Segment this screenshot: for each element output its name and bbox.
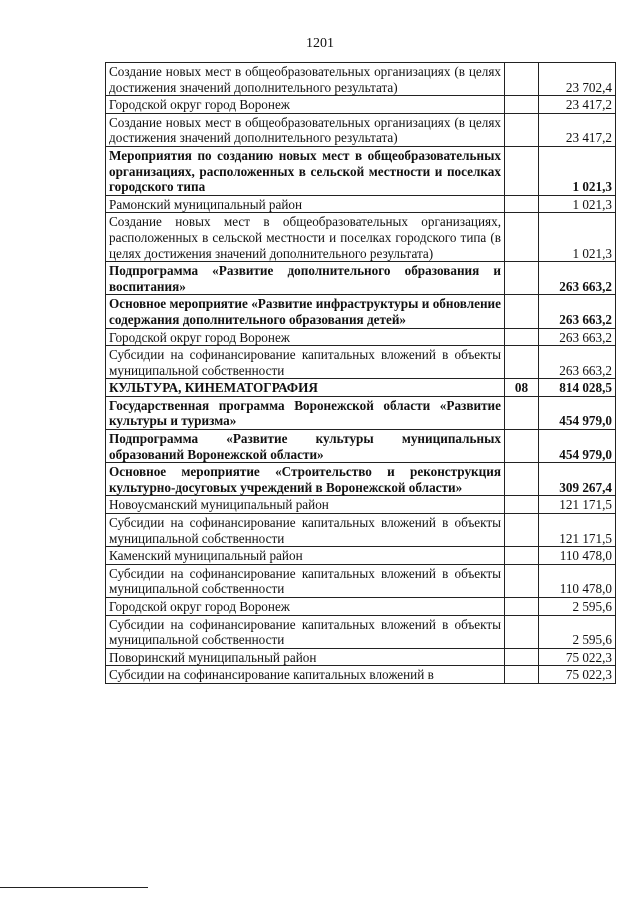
row-section-code-cell	[505, 564, 539, 597]
row-amount-cell: 454 979,0	[539, 430, 616, 463]
row-amount-cell: 814 028,5	[539, 379, 616, 397]
row-amount-cell: 121 171,5	[539, 496, 616, 514]
row-name-cell: Новоусманский муниципальный район	[106, 496, 505, 514]
row-name-cell: Каменский муниципальный район	[106, 547, 505, 565]
table-row	[106, 564, 616, 597]
table-row	[106, 195, 616, 213]
budget-table-body	[106, 63, 616, 684]
row-amount-cell: 454 979,0	[539, 396, 616, 429]
row-name-cell: Субсидии на софинансирование капитальных вложений в	[106, 666, 505, 684]
row-name-cell: Основное мероприятие «Строительство и реконструкция культурно-досуговых учреждений в Воронежской области»	[106, 463, 505, 496]
table-row	[106, 328, 616, 346]
footnote-rule	[0, 887, 148, 888]
row-amount-cell: 1 021,3	[539, 146, 616, 195]
table-row	[106, 262, 616, 295]
row-amount-cell: 263 663,2	[539, 262, 616, 295]
row-name-cell: Городской округ город Воронеж	[106, 598, 505, 616]
row-amount-cell: 121 171,5	[539, 514, 616, 547]
table-row	[106, 396, 616, 429]
row-name-cell: Создание новых мест в общеобразовательных организациях (в целях достижения значений дополнительного результата)	[106, 63, 505, 96]
table-row	[106, 96, 616, 114]
budget-table	[105, 62, 616, 684]
row-name-cell: Субсидии на софинансирование капитальных вложений в объекты муниципальной собственности	[106, 564, 505, 597]
row-section-code-cell	[505, 262, 539, 295]
table-row	[106, 295, 616, 328]
table-row	[106, 547, 616, 565]
table-row	[106, 463, 616, 496]
page-number: 1201	[306, 36, 334, 51]
row-amount-cell: 1 021,3	[539, 195, 616, 213]
row-amount-cell: 263 663,2	[539, 295, 616, 328]
row-section-code-cell	[505, 295, 539, 328]
row-amount-cell: 75 022,3	[539, 666, 616, 684]
row-name-cell: Городской округ город Воронеж	[106, 96, 505, 114]
row-name-cell: Подпрограмма «Развитие культуры муниципальных образований Воронежской области»	[106, 430, 505, 463]
row-section-code-cell	[505, 195, 539, 213]
row-section-code-cell	[505, 598, 539, 616]
table-row	[106, 615, 616, 648]
row-name-cell: Создание новых мест в общеобразовательных организациях, расположенных в сельской местности и поселках городского типа (в целях достижения значений дополнительного результата)	[106, 213, 505, 262]
table-row	[106, 346, 616, 379]
row-name-cell: Городской округ город Воронеж	[106, 328, 505, 346]
row-name-cell: Поворинский муниципальный район	[106, 648, 505, 666]
row-section-code-cell	[505, 496, 539, 514]
row-section-code-cell	[505, 615, 539, 648]
row-amount-cell: 75 022,3	[539, 648, 616, 666]
row-section-code-cell	[505, 463, 539, 496]
row-name-cell: Подпрограмма «Развитие дополнительного образования и воспитания»	[106, 262, 505, 295]
row-amount-cell: 23 417,2	[539, 113, 616, 146]
table-row	[106, 379, 616, 397]
row-amount-cell: 110 478,0	[539, 547, 616, 565]
row-section-code-cell	[505, 430, 539, 463]
table-row	[106, 430, 616, 463]
table-row	[106, 213, 616, 262]
row-section-code-cell	[505, 146, 539, 195]
row-amount-cell: 263 663,2	[539, 346, 616, 379]
row-section-code-cell: 08	[505, 379, 539, 397]
row-section-code-cell	[505, 547, 539, 565]
row-amount-cell: 263 663,2	[539, 328, 616, 346]
row-name-cell: Рамонский муниципальный район	[106, 195, 505, 213]
row-section-code-cell	[505, 113, 539, 146]
table-row	[106, 598, 616, 616]
row-section-code-cell	[505, 396, 539, 429]
table-row	[106, 666, 616, 684]
row-amount-cell: 23 417,2	[539, 96, 616, 114]
table-row	[106, 113, 616, 146]
row-name-cell: КУЛЬТУРА, КИНЕМАТОГРАФИЯ	[106, 379, 505, 397]
table-row	[106, 496, 616, 514]
row-name-cell: Субсидии на софинансирование капитальных вложений в объекты муниципальной собственности	[106, 514, 505, 547]
row-amount-cell: 110 478,0	[539, 564, 616, 597]
row-section-code-cell	[505, 63, 539, 96]
table-row	[106, 514, 616, 547]
table-row	[106, 648, 616, 666]
row-amount-cell: 2 595,6	[539, 598, 616, 616]
row-section-code-cell	[505, 96, 539, 114]
row-section-code-cell	[505, 346, 539, 379]
row-name-cell: Основное мероприятие «Развитие инфраструктуры и обновление содержания дополнительного образования детей»	[106, 295, 505, 328]
row-name-cell: Субсидии на софинансирование капитальных вложений в объекты муниципальной собственности	[106, 346, 505, 379]
row-amount-cell: 309 267,4	[539, 463, 616, 496]
row-section-code-cell	[505, 213, 539, 262]
row-section-code-cell	[505, 648, 539, 666]
row-name-cell: Субсидии на софинансирование капитальных вложений в объекты муниципальной собственности	[106, 615, 505, 648]
row-section-code-cell	[505, 514, 539, 547]
table-row	[106, 146, 616, 195]
row-name-cell: Мероприятия по созданию новых мест в общеобразовательных организациях, расположенных в сельской местности и поселках городского типа	[106, 146, 505, 195]
row-amount-cell: 1 021,3	[539, 213, 616, 262]
row-amount-cell: 23 702,4	[539, 63, 616, 96]
row-name-cell: Государственная программа Воронежской области «Развитие культуры и туризма»	[106, 396, 505, 429]
row-section-code-cell	[505, 666, 539, 684]
row-name-cell: Создание новых мест в общеобразовательных организациях (в целях достижения значений дополнительного результата)	[106, 113, 505, 146]
table-row	[106, 63, 616, 96]
row-section-code-cell	[505, 328, 539, 346]
row-amount-cell: 2 595,6	[539, 615, 616, 648]
